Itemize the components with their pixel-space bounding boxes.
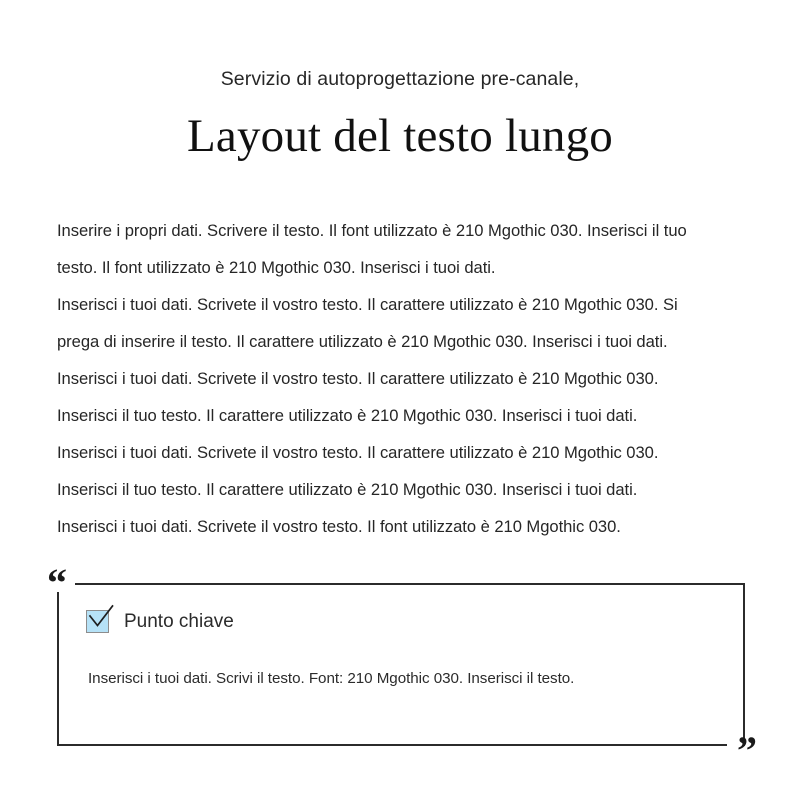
body-line: testo. Il font utilizzato è 210 Mgothic 030. Inserisci i tuoi dati. (57, 258, 496, 277)
body-text-block (57, 212, 757, 545)
body-line: prega di inserire il testo. Il carattere utilizzato è 210 Mgothic 030. Inserisci i tuoi dati. (57, 332, 668, 351)
body-line: Inserisci il tuo testo. Il carattere utilizzato è 210 Mgothic 030. Inserisci i tuoi dati. (57, 480, 638, 499)
checkbox-label: Punto chiave (124, 611, 234, 632)
body-line: Inserisci i tuoi dati. Scrivete il vostro testo. Il carattere utilizzato è 210 Mgothic 030. Si (57, 295, 678, 314)
page-subtitle: Servizio di autoprogettazione pre-canale, (220, 68, 580, 90)
body-line: Inserire i propri dati. Scrivere il testo. Il font utilizzato è 210 Mgothic 030. Inserisci il tuo (57, 221, 687, 240)
callout-body-text: Inserisci i tuoi dati. Scrivi il testo. Font: 210 Mgothic 030. Inserisci il testo. (88, 670, 575, 687)
quote-box-top-border (75, 583, 745, 585)
body-line: Inserisci i tuoi dati. Scrivete il vostro testo. Il carattere utilizzato è 210 Mgothic 030. (57, 369, 659, 388)
checkmark-icon (85, 604, 116, 633)
body-line: Inserisci i tuoi dati. Scrivete il vostro testo. Il carattere utilizzato è 210 Mgothic 030. (57, 443, 659, 462)
callout-quote-box (47, 560, 757, 773)
quote-box-right-border (743, 583, 745, 746)
body-line: Inserisci i tuoi dati. Scrivete il vostro testo. Il font utilizzato è 210 Mgothic 030. (57, 517, 621, 536)
checkbox-checked[interactable] (86, 610, 109, 633)
quote-box-bottom-border (57, 744, 727, 746)
quote-close-icon: ” (737, 728, 757, 773)
key-point-checkbox-row[interactable] (86, 610, 234, 633)
quote-box-left-border (57, 592, 59, 746)
body-line: Inserisci il tuo testo. Il carattere utilizzato è 210 Mgothic 030. Inserisci i tuoi dati. (57, 406, 638, 425)
page-title: Layout del testo lungo (186, 110, 614, 162)
quote-open-icon: “ (47, 560, 67, 605)
